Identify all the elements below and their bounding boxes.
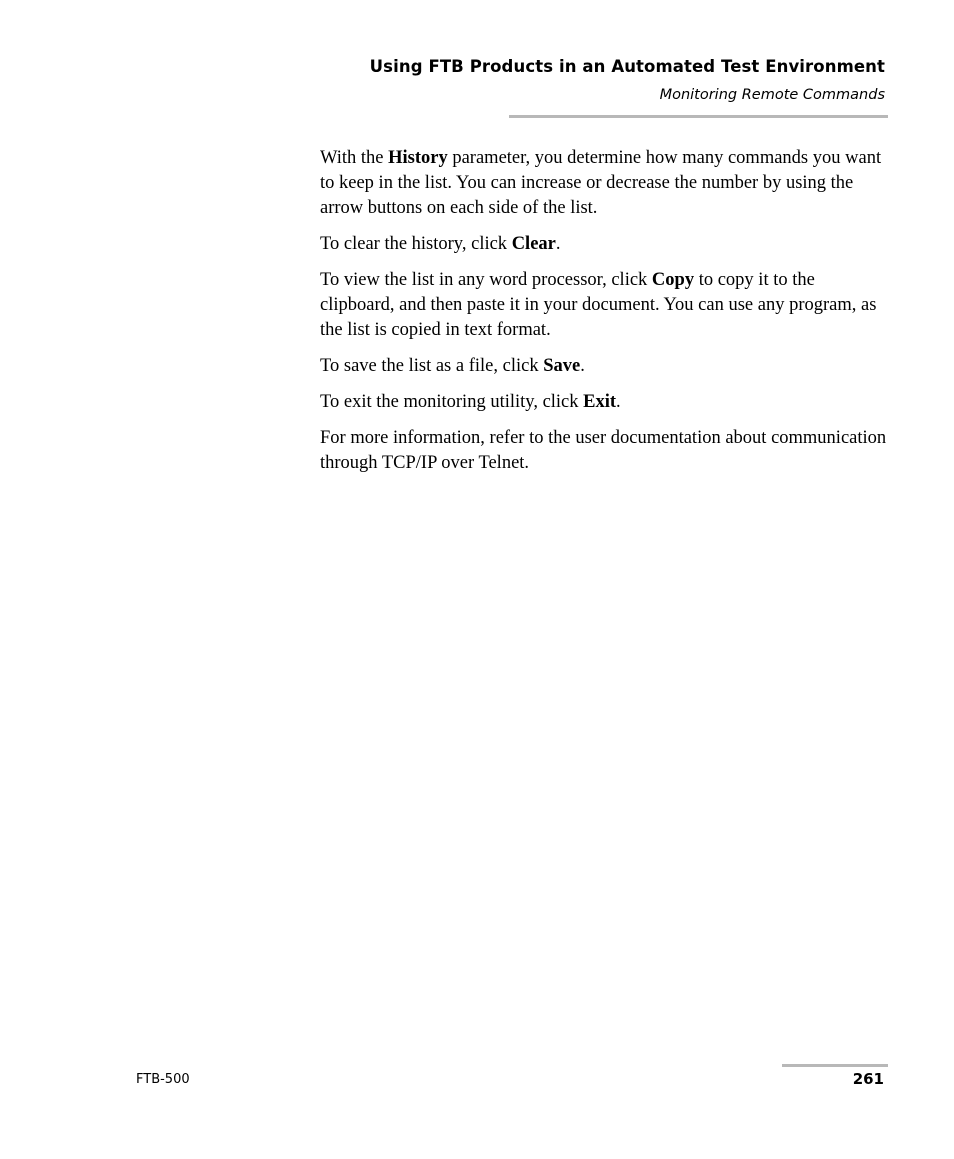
history-term: History [388, 148, 448, 168]
body-content [320, 146, 890, 487]
footer-divider [782, 1064, 888, 1067]
clear-term: Clear [511, 234, 556, 254]
save-term: Save [543, 356, 581, 376]
page-number: 261 [852, 1070, 884, 1088]
header-subtitle: Monitoring Remote Commands [659, 87, 885, 103]
paragraph-exit: To exit the monitoring utility, click Exit. [320, 392, 621, 412]
header-divider [509, 115, 888, 118]
header-title: Using FTB Products in an Automated Test Environment [369, 57, 885, 76]
paragraph-more-info: For more information, refer to the user documentation about communication through TCP/IP over Telnet. [320, 428, 887, 473]
copy-term: Copy [651, 270, 695, 290]
paragraph-copy: To view the list in any word processor, click Copy to copy it to the clipboard, and then paste it in your document. You can use any program, as the list is copied in text format. [320, 270, 877, 340]
paragraph-save: To save the list as a file, click Save. [320, 356, 585, 376]
paragraph-history: With the History parameter, you determine how many commands you want to keep in the list. You can increase or decrease the number by using the arrow buttons on each side of the list. [320, 148, 882, 218]
exit-term: Exit [583, 392, 617, 412]
paragraph-clear: To clear the history, click Clear. [320, 234, 561, 254]
footer-product-name: FTB-500 [136, 1072, 190, 1087]
